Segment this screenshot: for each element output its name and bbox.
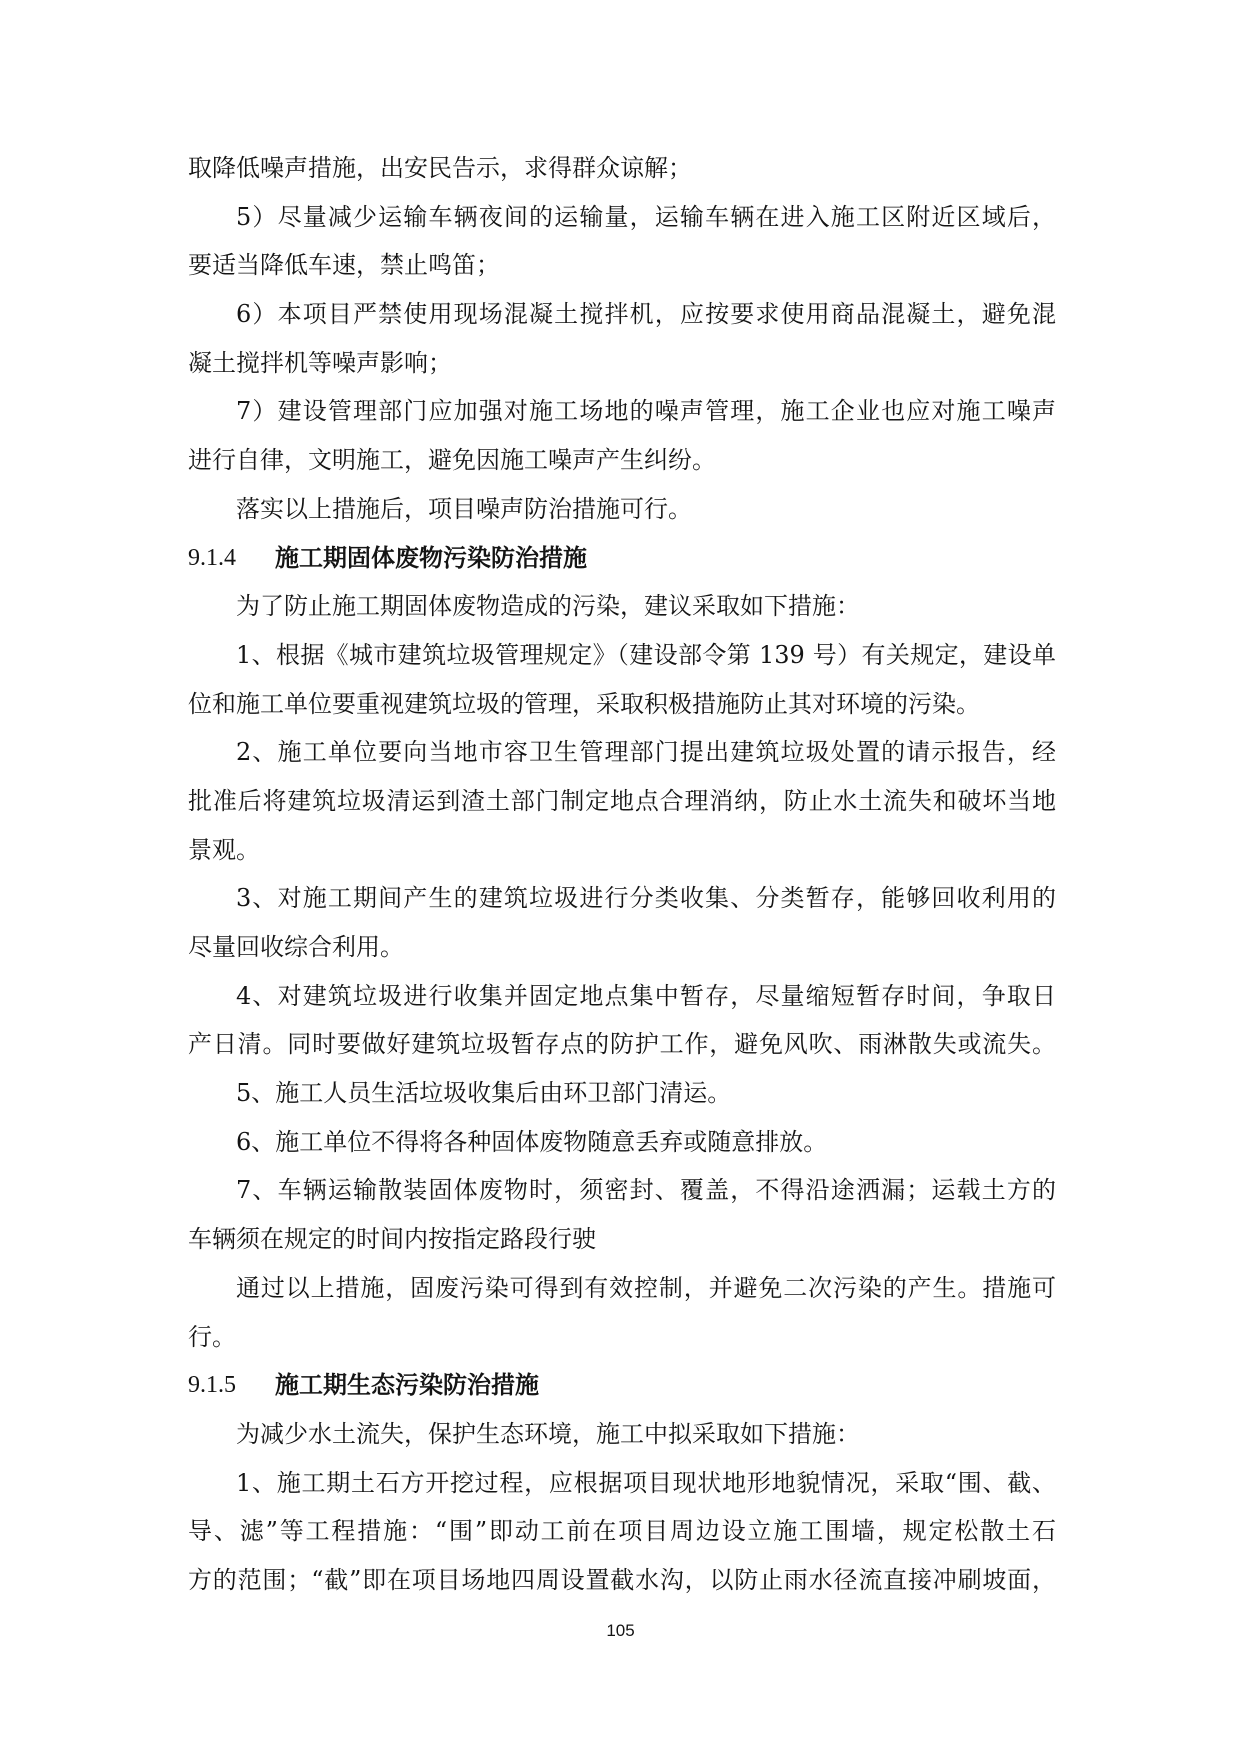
text-line: 通过以上措施，固废污染可得到有效控制，并避免二次污染的产生。措施可 — [236, 1273, 1056, 1302]
text-line: 为减少水土流失，保护生态环境，施工中拟采取如下措施： — [236, 1419, 860, 1448]
section-number: 9.1.4 — [188, 544, 236, 571]
section-heading — [188, 534, 1056, 583]
text-line: 4、对建筑垃圾进行收集并固定地点集中暂存，尽量缩短暂存时间，争取日 — [236, 981, 1056, 1010]
text-line: 进行自律，文明施工，避免因施工噪声产生纠纷。 — [188, 446, 716, 475]
text-line: 取降低噪声措施，出安民告示，求得群众谅解； — [188, 154, 692, 182]
text-line: 7）建设管理部门应加强对施工场地的噪声管理，施工企业也应对施工噪声 — [236, 397, 1056, 426]
text-line: 车辆须在规定的时间内按指定路段行驶 — [188, 1225, 596, 1254]
text-line: 景观。 — [188, 835, 260, 864]
text-line: 批准后将建筑垃圾清运到渣土部门制定地点合理消纳，防止水土流失和破坏当地 — [188, 786, 1056, 815]
section-title: 施工期固体废物污染防治措施 — [275, 542, 587, 572]
text-line: 1、根据《城市建筑垃圾管理规定》（建设部令第 139 号）有关规定，建设单 — [236, 640, 1056, 669]
section-heading — [188, 1361, 1056, 1410]
text-line: 导、滤”等工程措施：“围”即动工前在项目周边设立施工围墙，规定松散土石 — [188, 1517, 1056, 1546]
text-line: 产日清。同时要做好建筑垃圾暂存点的防护工作，避免风吹、雨淋散失或流失。 — [188, 1030, 1056, 1059]
text-line: 要适当降低车速，禁止鸣笛； — [188, 251, 500, 280]
text-line: 6、施工单位不得将各种固体废物随意丢弃或随意排放。 — [236, 1127, 828, 1156]
text-line: 凝土搅拌机等噪声影响； — [188, 348, 452, 377]
text-line: 落实以上措施后，项目噪声防治措施可行。 — [236, 494, 692, 523]
text-line: 1、施工期土石方开挖过程，应根据项目现状地形地貌情况，采取“围、截、 — [236, 1468, 1056, 1497]
text-line: 7、车辆运输散装固体废物时，须密封、覆盖，不得沿途洒漏；运载土方的 — [236, 1176, 1056, 1205]
text-line: 方的范围；“截”即在项目场地四周设置截水沟，以防止雨水径流直接冲刷坡面， — [188, 1565, 1056, 1594]
page-number: 105 — [606, 1621, 635, 1640]
text-line: 为了防止施工期固体废物造成的污染，建议采取如下措施： — [236, 592, 860, 621]
text-line: 6）本项目严禁使用现场混凝土搅拌机，应按要求使用商品混凝土，避免混 — [236, 300, 1056, 329]
text-line: 尽量回收综合利用。 — [188, 933, 404, 961]
document-body — [188, 144, 1056, 1605]
text-line: 3、对施工期间产生的建筑垃圾进行分类收集、分类暂存，能够回收利用的 — [236, 884, 1056, 913]
text-line: 5）尽量减少运输车辆夜间的运输量，运输车辆在进入施工区附近区域后， — [236, 202, 1056, 231]
text-line: 2、施工单位要向当地市容卫生管理部门提出建筑垃圾处置的请示报告，经 — [236, 738, 1056, 767]
text-line: 5、施工人员生活垃圾收集后由环卫部门清运。 — [236, 1079, 732, 1108]
text-line: 位和施工单位要重视建筑垃圾的管理，采取积极措施防止其对环境的污染。 — [188, 689, 980, 718]
text-line: 行。 — [188, 1322, 236, 1351]
section-title: 施工期生态污染防治措施 — [275, 1370, 539, 1400]
section-number: 9.1.5 — [188, 1372, 236, 1399]
